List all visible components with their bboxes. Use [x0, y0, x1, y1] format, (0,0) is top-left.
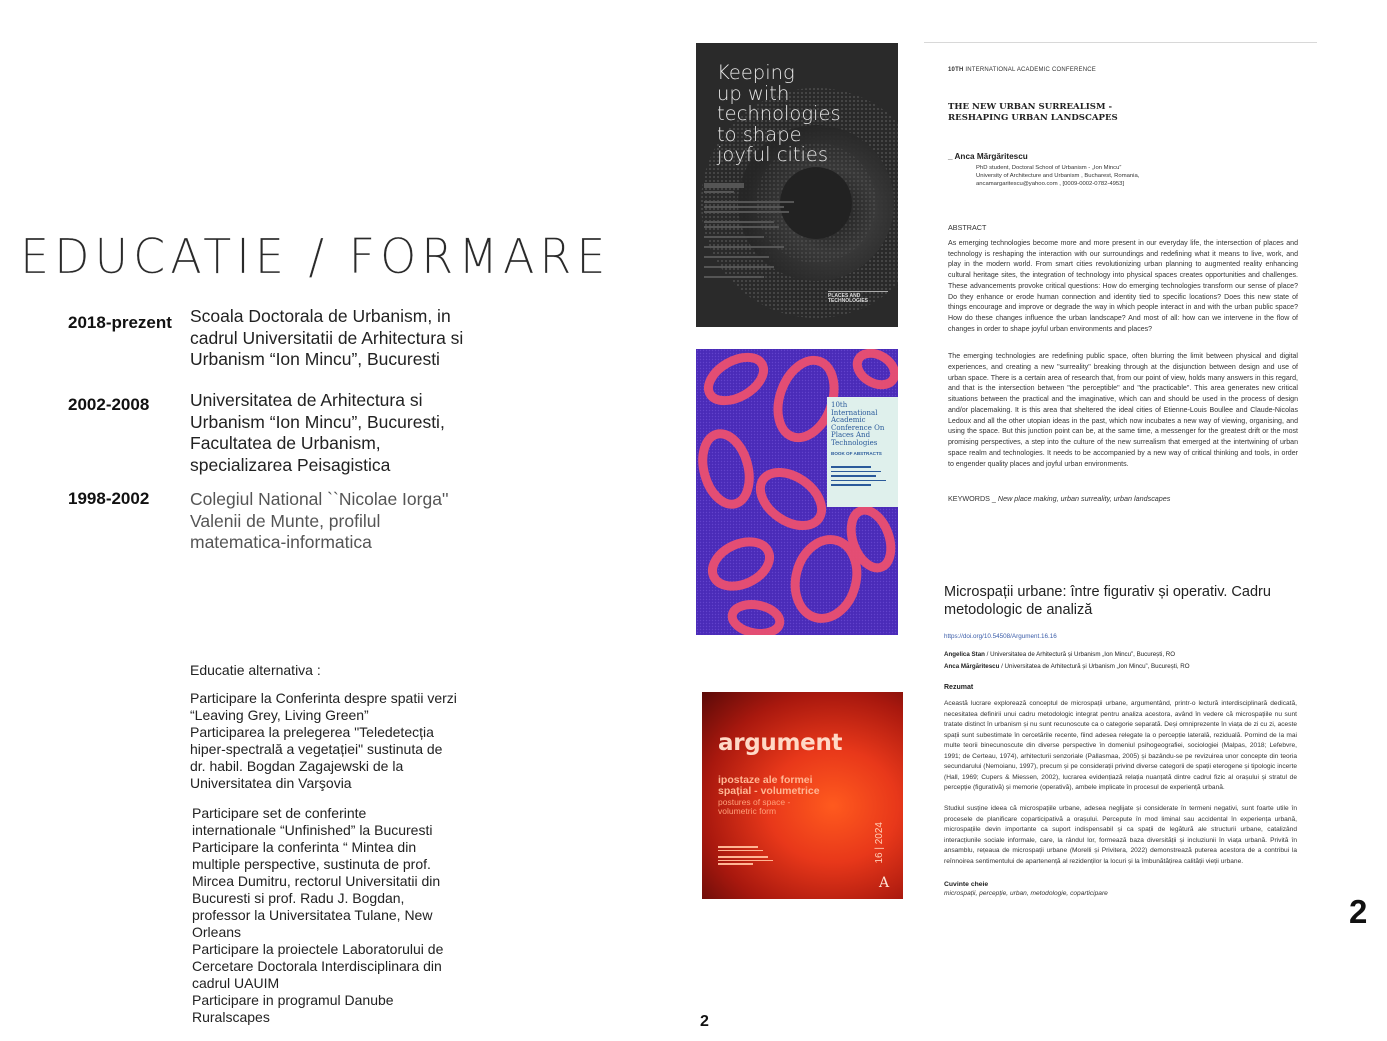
- alt-line: hiper-spectrală a vegetației" sustinuta de: [190, 741, 443, 757]
- subtitle-line: postures of space -: [718, 797, 791, 807]
- alternative-education-block: [190, 690, 457, 792]
- cover-title-line: Academic: [831, 416, 866, 425]
- edu-line: Universitatea de Arhitectura si: [190, 390, 423, 410]
- paper-page-microspatii: [943, 583, 1297, 903]
- cover-fine-print: [704, 183, 814, 286]
- edu-line: Colegiul National ``Nicolae Iorga'': [190, 489, 449, 509]
- abstract-paragraph: The emerging technologies are redefining public space, often blurring the limit between physical and digital experiences, and creating a new "surreality" breaking through at the disjunction between design and use of urban space. There is a certain area of research that, from our point of view, holds many answers in this regard, and that is the intersection between "the perceptible" and "the practicable". This area generates new critical situations between the practical and the imaginative, which can and should be used in the process of design and/or placemaking. It is this area that sheltered the ideal cities of Etienne-Louis Boullee and Claude-Nicolas Ledoux and all the other utopian ideas in the past, which now incubates a new way of viewing, organising, and using the space. But this junction point can be, at the same time, a messenger for the greatest drift or the most promising perspectives, a step into the culture of the new surrealism that emerged at the intertwining of urban space realm and technologies. It needs to be accompanied by a new way of critical thinking and tools, in order to engender quality places and joyful urban environments.: [948, 353, 1298, 468]
- affiliation-line: University of Architecture and Urbanism , Bucharest, Romania,: [976, 172, 1140, 179]
- alt-line: Orleans: [192, 924, 242, 940]
- summary-paragraph: Studiul susține ideea că microspațiile urbane, adesea neglijate și considerate în termeni negativi, sunt foarte utile în procesele de planificare coparticipativă a orașului. Percepute în mod liminal sau accidental în experiența urbană, microspațiile devin importante ca suport indispensabil și ca spații de legătură ale structurii urbane, catalizând interacțiunile sociale informale, care, la rândul lor, formează baza diversității și incluziunii în viața urbană. Privită în ansamblu, rețeaua de microspații urbane (Morelli și Privitera, 2022) demonstrează puterea acestora de a contribui la reînnoirea sentimentului de apartenență al rezidenților la locuri și la îmbunătățirea calității vieții urbane.: [944, 805, 1297, 865]
- paper-title-line: RESHAPING URBAN LANDSCAPES: [948, 113, 1118, 123]
- alternative-education-heading: Educatie alternativa :: [190, 662, 321, 678]
- alt-line: Cercetare Doctorala Interdisciplinara din: [192, 958, 442, 974]
- edu-year: 2002-2008: [68, 395, 150, 414]
- alt-line: internationale “Unfinished” la Bucuresti: [192, 822, 433, 838]
- alt-line: dr. habil. Bogdan Zagajewski de la: [190, 758, 404, 774]
- publisher-logo: A: [879, 875, 890, 891]
- journal-subtitle-ro: [718, 775, 820, 797]
- keywords-text: New place making, urban surreality, urban landscapes: [995, 494, 1171, 503]
- book-cover-book-of-abstracts: [696, 349, 898, 635]
- edu-line: cadrul Universitatii de Arhitectura si: [190, 327, 464, 348]
- edu-line: Urbanism “Ion Mincu”, Bucuresti: [190, 349, 440, 369]
- subtitle-line: volumetric form: [718, 806, 777, 816]
- cover-fine-print: [718, 844, 773, 867]
- edu-description: [190, 489, 449, 554]
- summary-heading: Rezumat: [944, 684, 974, 691]
- keywords-text: microspații, percepție, urban, metodologie, coparticipare: [944, 890, 1108, 897]
- author-name: Anca Mărgăritescu: [944, 663, 1000, 670]
- conference-number: 10TH: [948, 67, 964, 73]
- edu-line: Valenii de Munte, profilul: [190, 510, 381, 531]
- edu-description: [190, 390, 445, 476]
- paper-title-line: THE NEW URBAN SURREALISM -: [948, 102, 1113, 112]
- paper-affiliation: [976, 165, 1139, 188]
- cover-title-panel: [827, 397, 898, 507]
- alt-line: Ruralscapes: [192, 1009, 270, 1025]
- keywords-heading: Cuvinte cheie: [944, 881, 989, 888]
- cover-title-line: Places And: [831, 431, 871, 440]
- paper-author: [944, 651, 1175, 658]
- book-cover-places-technologies: [696, 43, 898, 327]
- author-name: Angelica Stan: [944, 651, 985, 658]
- alt-line: Bucuresti si prof. Radu J. Bogdan,: [192, 890, 405, 906]
- alt-line: Universitatea din Varşovia: [190, 775, 352, 791]
- doi-link[interactable]: https://doi.org/10.54508/Argument.16.16: [944, 633, 1057, 640]
- cover-title-line: Technologies: [831, 438, 878, 447]
- abstract-paragraph: As emerging technologies become more and more present in our everyday life, the intersection of places and technology is reshaping the interaction with our surroundings and redefining what it means to live, work, and play in the modern world. From smart cities revolutionizing urban planning to augmented reality enhancing cultural heritage sites, the integration of technology into physical spaces creates opportunities and challenges. These advancements provoke critical questions: How do emerging technologies transform our sense of place? Do they enhance or erode human connection and identity tied to specific locations? Does this new state of things encourage and improve or degrade the way in which people interact in and with the urban public space? How do these changes influence the urban landscape? And most of all: how can we intervene in the flow of changes in order to shape joyful urban environments and places?: [948, 240, 1298, 333]
- journal-volume: 16 | 2024: [874, 822, 885, 864]
- paper-keywords: [948, 494, 1170, 503]
- paper-title: [948, 102, 1118, 124]
- affiliation-line: PhD student, Doctoral School of Urbanism - „Ion Mincu”: [976, 165, 1122, 171]
- author-affiliation: / Universitatea de Arhitectură și Urbanism „Ion Mincu”, București, RO: [999, 663, 1190, 670]
- alt-line: Participare la conferinta “ Mintea din: [192, 839, 417, 855]
- cover-title: [831, 402, 884, 448]
- edu-year: 2018-prezent: [68, 313, 172, 332]
- paper-title-line: metodologic de analiză: [944, 602, 1093, 618]
- alt-line: Participare in programul Danube: [192, 992, 394, 1008]
- author-affiliation: / Universitatea de Arhitectură și Urbanism „Ion Mincu”, București, RO: [984, 651, 1176, 658]
- cover-subtitle: BOOK OF ABSTRACTS: [831, 451, 882, 456]
- cover-title: [717, 63, 841, 166]
- paper-page-urban-surrealism: [924, 42, 1317, 513]
- summary-paragraph: Această lucrare explorează conceptul de microspații urbane, argumentând, printr-o lectură interdisciplinară dedicată, necesitatea definirii unui cadru metodologic integrat pentru analiza acestora, având în vedere că microspațiile nu sunt tratate distinct în urbanism și nu sunt recunoscute ca o categorie separată. Deși omniprezente în viața de zi cu zi, aceste spații sunt subestimate în cercetările recente, fiind adesea relegate la o percepție laterală, reziduală. Pornind de la mai multe teorii binecunoscute din diverse perspective în domeniul psihogeografiei, sociologiei (Malpas, 2018; Lefebvre, 1991; de Certeau, 1974), arhitecturii senzoriale (Pallasmaa, 2005) și bazându-se pe revizuirea unor concepte din teoria secundarului (Nemoianu, 1997), precum și pe considerații privind diverse categorii de spații eterogene și tipologic incerte (Hall, 1969; Cupers & Miessen, 2002), lucrarea evidențiază relația nuanțată dintre cadrul fizic al orașului și stratul de percepție (figurativă) și memorie (operativă), ambele implicate în procesul de experiență urbană.: [944, 700, 1297, 791]
- cover-title-line: up with: [717, 81, 790, 105]
- page-number-footer: 2: [700, 1013, 709, 1030]
- alt-line: Participare la proiectele Laboratorului de: [192, 941, 444, 957]
- subtitle-line: spațial - volumetrice: [718, 785, 820, 797]
- alt-line: professor la Universitatea Tulane, New: [192, 907, 433, 923]
- page-number: 2: [1349, 893, 1368, 930]
- cover-badge: PLACES AND TECHNOLOGIES: [828, 291, 888, 304]
- alt-line: Participare la Conferinta despre spatii verzi: [190, 690, 457, 706]
- journal-subtitle-en: [718, 798, 790, 816]
- cover-title-line: Keeping: [717, 61, 795, 84]
- cover-fine-print: [831, 463, 886, 489]
- alt-line: Participare set de conferinte: [192, 805, 367, 821]
- conference-name: INTERNATIONAL ACADEMIC CONFERENCE: [963, 67, 1096, 73]
- cover-title-line: joyful cities: [717, 143, 829, 166]
- alternative-education-block: [192, 805, 443, 1026]
- paper-author: _ Anca Mărgăritescu: [948, 152, 1028, 161]
- alt-line: Participarea la prelegerea "Teledetecția: [190, 724, 434, 740]
- paper-title-line: Microspații urbane: între figurativ și operativ. Cadru: [944, 584, 1271, 600]
- keywords-label: KEYWORDS _: [948, 494, 996, 503]
- edu-line: Facultatea de Urbanism,: [190, 433, 381, 453]
- edu-line: Urbanism “Ion Mincu”, Bucuresti,: [190, 411, 445, 432]
- edu-line: specializarea Peisagistica: [190, 454, 391, 475]
- cover-title-line: technologies: [717, 102, 841, 125]
- cover-title-line: 10th: [831, 401, 848, 409]
- cover-title-line: to shape: [717, 122, 802, 146]
- edu-line: matematica-informatica: [190, 532, 372, 552]
- cover-title-line: Conference On: [831, 423, 885, 432]
- abstract-heading: ABSTRACT: [948, 223, 987, 232]
- edu-year: 1998-2002: [68, 489, 150, 508]
- alt-line: Mircea Dumitru, rectorul Universitatii din: [192, 873, 441, 889]
- journal-cover-argument: [702, 692, 903, 899]
- paper-author: [944, 663, 1190, 670]
- affiliation-line: ancamargaritescu@yahoo.com , [0009-0002-0782-4953]: [976, 180, 1125, 187]
- alt-line: “Leaving Grey, Living Green”: [190, 707, 369, 723]
- journal-brand: argument: [718, 730, 843, 756]
- paper-title: [944, 583, 1271, 619]
- edu-line: Scoala Doctorala de Urbanism, in: [190, 306, 451, 326]
- section-heading: EDUCATIE / FORMARE: [20, 228, 611, 285]
- conference-label: [948, 67, 1096, 73]
- alt-line: cadrul UAUIM: [192, 975, 280, 991]
- edu-description: [190, 306, 463, 371]
- alt-line: multiple perspective, sustinuta de prof.: [192, 856, 431, 872]
- cover-title-line: International: [831, 408, 878, 417]
- subtitle-line: ipostaze ale formei: [718, 774, 813, 786]
